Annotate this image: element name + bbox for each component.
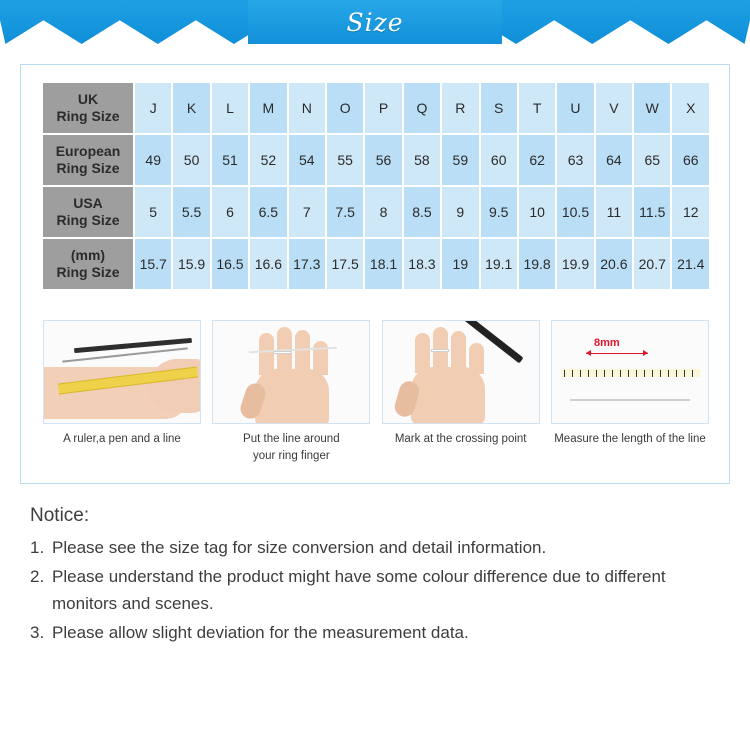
step-2 (212, 320, 370, 464)
cell-eu-7: 58 (403, 134, 441, 186)
cell-uk-8: R (441, 82, 479, 134)
cell-uk-4: N (288, 82, 326, 134)
step-1 (43, 320, 201, 464)
cell-usa-12: 11 (595, 186, 633, 238)
cell-usa-1: 5.5 (172, 186, 210, 238)
cell-eu-1: 50 (172, 134, 210, 186)
cell-usa-2: 6 (211, 186, 249, 238)
cell-uk-1: K (172, 82, 210, 134)
cell-mm-4: 17.3 (288, 238, 326, 290)
cell-eu-0: 49 (134, 134, 172, 186)
notice-item-text: Please understand the product might have some colour difference due to different monitors and scenes. (52, 567, 666, 613)
cell-usa-0: 5 (134, 186, 172, 238)
notice-item (30, 564, 730, 617)
row-header-line1: European (55, 142, 121, 159)
hand-pen-mark-photo (382, 320, 540, 424)
cell-usa-13: 11.5 (633, 186, 671, 238)
notice-item (30, 535, 730, 561)
cell-eu-12: 64 (595, 134, 633, 186)
row-header-mm (42, 238, 134, 290)
cell-mm-5: 17.5 (326, 238, 364, 290)
cell-mm-2: 16.5 (211, 238, 249, 290)
cell-uk-7: Q (403, 82, 441, 134)
header-banner (0, 0, 750, 44)
cell-usa-3: 6.5 (249, 186, 287, 238)
cell-mm-7: 18.3 (403, 238, 441, 290)
banner-right-ribbon (478, 0, 750, 44)
measure-length-label: 8mm (593, 337, 620, 349)
cell-eu-5: 55 (326, 134, 364, 186)
cell-usa-9: 9.5 (480, 186, 518, 238)
step-1-caption: A ruler,a pen and a line (63, 433, 181, 445)
row-header-line2: Ring Size (56, 108, 120, 124)
cell-eu-14: 66 (671, 134, 710, 186)
notice-section (30, 505, 730, 649)
cell-uk-2: L (211, 82, 249, 134)
chart-panel (20, 64, 730, 484)
notice-item-number: 1. (30, 538, 45, 557)
cell-mm-11: 19.9 (556, 238, 594, 290)
cell-mm-14: 21.4 (671, 238, 710, 290)
cell-uk-12: V (595, 82, 633, 134)
step-2-caption (212, 431, 370, 464)
row-header-line1: (mm) (70, 246, 106, 263)
notice-title: Notice: (30, 505, 90, 526)
cell-uk-10: T (518, 82, 556, 134)
step-4-caption: Measure the length of the line (554, 433, 706, 445)
cell-mm-9: 19.1 (480, 238, 518, 290)
cell-eu-3: 52 (249, 134, 287, 186)
notice-item-text: Please allow slight deviation for the measurement data. (52, 623, 469, 643)
banner-center-plate (248, 0, 502, 44)
cell-uk-14: X (671, 82, 710, 134)
cell-eu-11: 63 (556, 134, 594, 186)
cell-uk-0: J (134, 82, 172, 134)
row-header-line2: Ring Size (56, 264, 120, 280)
cell-usa-10: 10 (518, 186, 556, 238)
cell-mm-8: 19 (441, 238, 479, 290)
measure-steps (43, 320, 709, 464)
cell-uk-9: S (480, 82, 518, 134)
cell-uk-6: P (364, 82, 402, 134)
table-row (42, 186, 710, 238)
cell-eu-4: 54 (288, 134, 326, 186)
cell-mm-3: 16.6 (249, 238, 287, 290)
cell-uk-13: W (633, 82, 671, 134)
cell-mm-1: 15.9 (172, 238, 210, 290)
row-header-line1: UK (77, 90, 99, 107)
ring-size-table (41, 81, 711, 291)
cell-usa-8: 9 (441, 186, 479, 238)
cell-mm-0: 15.7 (134, 238, 172, 290)
step-2-caption-line1: Put the line around (243, 433, 340, 445)
cell-mm-6: 18.1 (364, 238, 402, 290)
row-header-european (42, 134, 134, 186)
cell-eu-2: 51 (211, 134, 249, 186)
cell-usa-14: 12 (671, 186, 710, 238)
tape-measure-photo (551, 320, 709, 424)
row-header-line2: Ring Size (56, 160, 120, 176)
cell-uk-5: O (326, 82, 364, 134)
cell-usa-5: 7.5 (326, 186, 364, 238)
cell-usa-7: 8.5 (403, 186, 441, 238)
step-2-caption-line2: your ring finger (252, 449, 330, 462)
step-4 (551, 320, 709, 464)
notice-item-text: Please see the size tag for size conversion and detail information. (52, 538, 547, 557)
cell-eu-8: 59 (441, 134, 479, 186)
notice-item-number: 2. (30, 567, 45, 587)
ruler-pen-line-photo (43, 320, 201, 424)
page-title: Size (346, 7, 404, 37)
table-row (42, 134, 710, 186)
cell-mm-10: 19.8 (518, 238, 556, 290)
notice-item-number: 3. (30, 623, 45, 643)
table-row (42, 238, 710, 290)
step-3 (382, 320, 540, 464)
cell-usa-4: 7 (288, 186, 326, 238)
row-header-line1: USA (73, 194, 103, 211)
cell-mm-13: 20.7 (633, 238, 671, 290)
cell-uk-11: U (556, 82, 594, 134)
notice-item (30, 620, 730, 646)
step-3-caption: Mark at the crossing point (394, 433, 527, 445)
row-header-line2: Ring Size (56, 212, 120, 228)
row-header-uk (42, 82, 134, 134)
cell-usa-6: 8 (364, 186, 402, 238)
hand-thread-photo (212, 320, 370, 424)
cell-eu-9: 60 (480, 134, 518, 186)
banner-left-ribbon (0, 0, 272, 44)
cell-mm-12: 20.6 (595, 238, 633, 290)
cell-usa-11: 10.5 (556, 186, 594, 238)
cell-uk-3: M (249, 82, 287, 134)
row-header-usa (42, 186, 134, 238)
table-row (42, 82, 710, 134)
cell-eu-13: 65 (633, 134, 671, 186)
cell-eu-6: 56 (364, 134, 402, 186)
cell-eu-10: 62 (518, 134, 556, 186)
